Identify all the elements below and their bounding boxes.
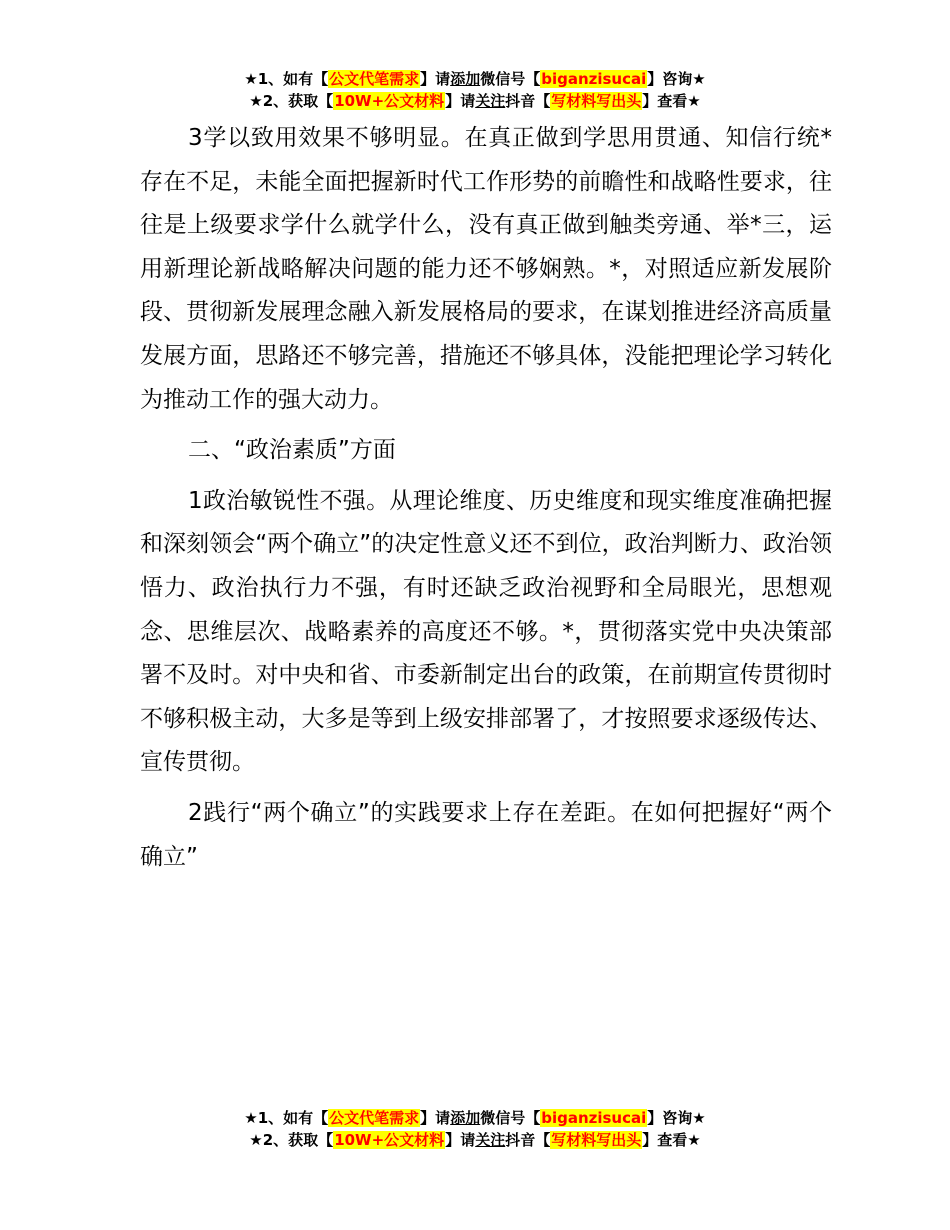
banner-text: 】查看★: [642, 1131, 701, 1149]
banner-text: 】咨询★: [647, 70, 706, 88]
header-banner: [0, 68, 950, 112]
banner-text: 】请: [445, 92, 476, 110]
banner-text: ★2、获取【: [249, 92, 334, 110]
banner-text: ★1、如有【: [244, 70, 329, 88]
banner-underlined-text: 添加: [450, 1109, 481, 1127]
banner-text: 】咨询★: [647, 1109, 706, 1127]
banner-text: 微信号【: [480, 70, 541, 88]
paragraph-political-sensitivity: 1政治敏锐性不强。从理论维度、历史维度和现实维度准确把握和深刻领会“两个确立”的决定性意义还不到位，政治判断力、政治领悟力、政治执行力不强，有时还缺乏政治视野和全局眼光，思想观念、思维层次、战略素养的高度还不够。*，贯彻落实党中央决策部署不及时。对中央和省、市委新制定出台的政策，在前期宣传贯彻时不够积极主动，大多是等到上级安排部署了，才按照要求逐级传达、宣传贯彻。: [140, 487, 832, 776]
banner-highlight: 公文代笔需求: [329, 70, 420, 88]
banner-underlined-text: 关注: [475, 1131, 506, 1149]
footer-banner-line-1: [0, 1107, 950, 1129]
paragraph-learning-application: 3学以致用效果不够明显。在真正做到学思用贯通、知信行统*存在不足，未能全面把握新时代工作形势的前瞻性和战略性要求，往往是上级要求学什么就学什么，没有真正做到触类旁通、举*三，运用新理论新战略解决问题的能力还不够娴熟。*，对照适应新发展阶段、贯彻新发展理念融入新发展格局的要求，在谋划推进经济高质量发展方面，思路还不够完善，措施还不够具体，没能把理论学习转化为推动工作的强大动力。: [140, 125, 832, 413]
banner-underlined-text: 关注: [475, 92, 506, 110]
banner-text: ★1、如有【: [244, 1109, 329, 1127]
section-heading-political-quality: 二、“政治素质”方面: [188, 437, 396, 464]
banner-underlined-text: 添加: [450, 70, 481, 88]
banner-highlight: biganzisucai: [541, 70, 647, 88]
footer-banner: [0, 1107, 950, 1151]
banner-highlight: 写材料写出头: [551, 1131, 642, 1149]
banner-text: 】请: [420, 1109, 451, 1127]
banner-text: 微信号【: [480, 1109, 541, 1127]
paragraph-two-establishments-practice: 2践行“两个确立”的实践要求上存在差距。在如何把握好“两个确立”: [140, 799, 832, 870]
header-banner-line-1: [0, 68, 950, 90]
banner-text: 】请: [420, 70, 451, 88]
banner-highlight: biganzisucai: [541, 1109, 647, 1127]
banner-text: 】请: [445, 1131, 476, 1149]
banner-highlight: 10W+公文材料: [334, 1131, 445, 1149]
document-body: [140, 117, 832, 886]
banner-highlight: 10W+公文材料: [334, 92, 445, 110]
footer-banner-line-2: [0, 1129, 950, 1151]
banner-highlight: 公文代笔需求: [329, 1109, 420, 1127]
banner-text: ★2、获取【: [249, 1131, 334, 1149]
banner-text: 抖音【: [505, 1131, 551, 1149]
banner-highlight: 写材料写出头: [551, 92, 642, 110]
header-banner-line-2: [0, 90, 950, 112]
banner-text: 抖音【: [505, 92, 551, 110]
banner-text: 】查看★: [642, 92, 701, 110]
